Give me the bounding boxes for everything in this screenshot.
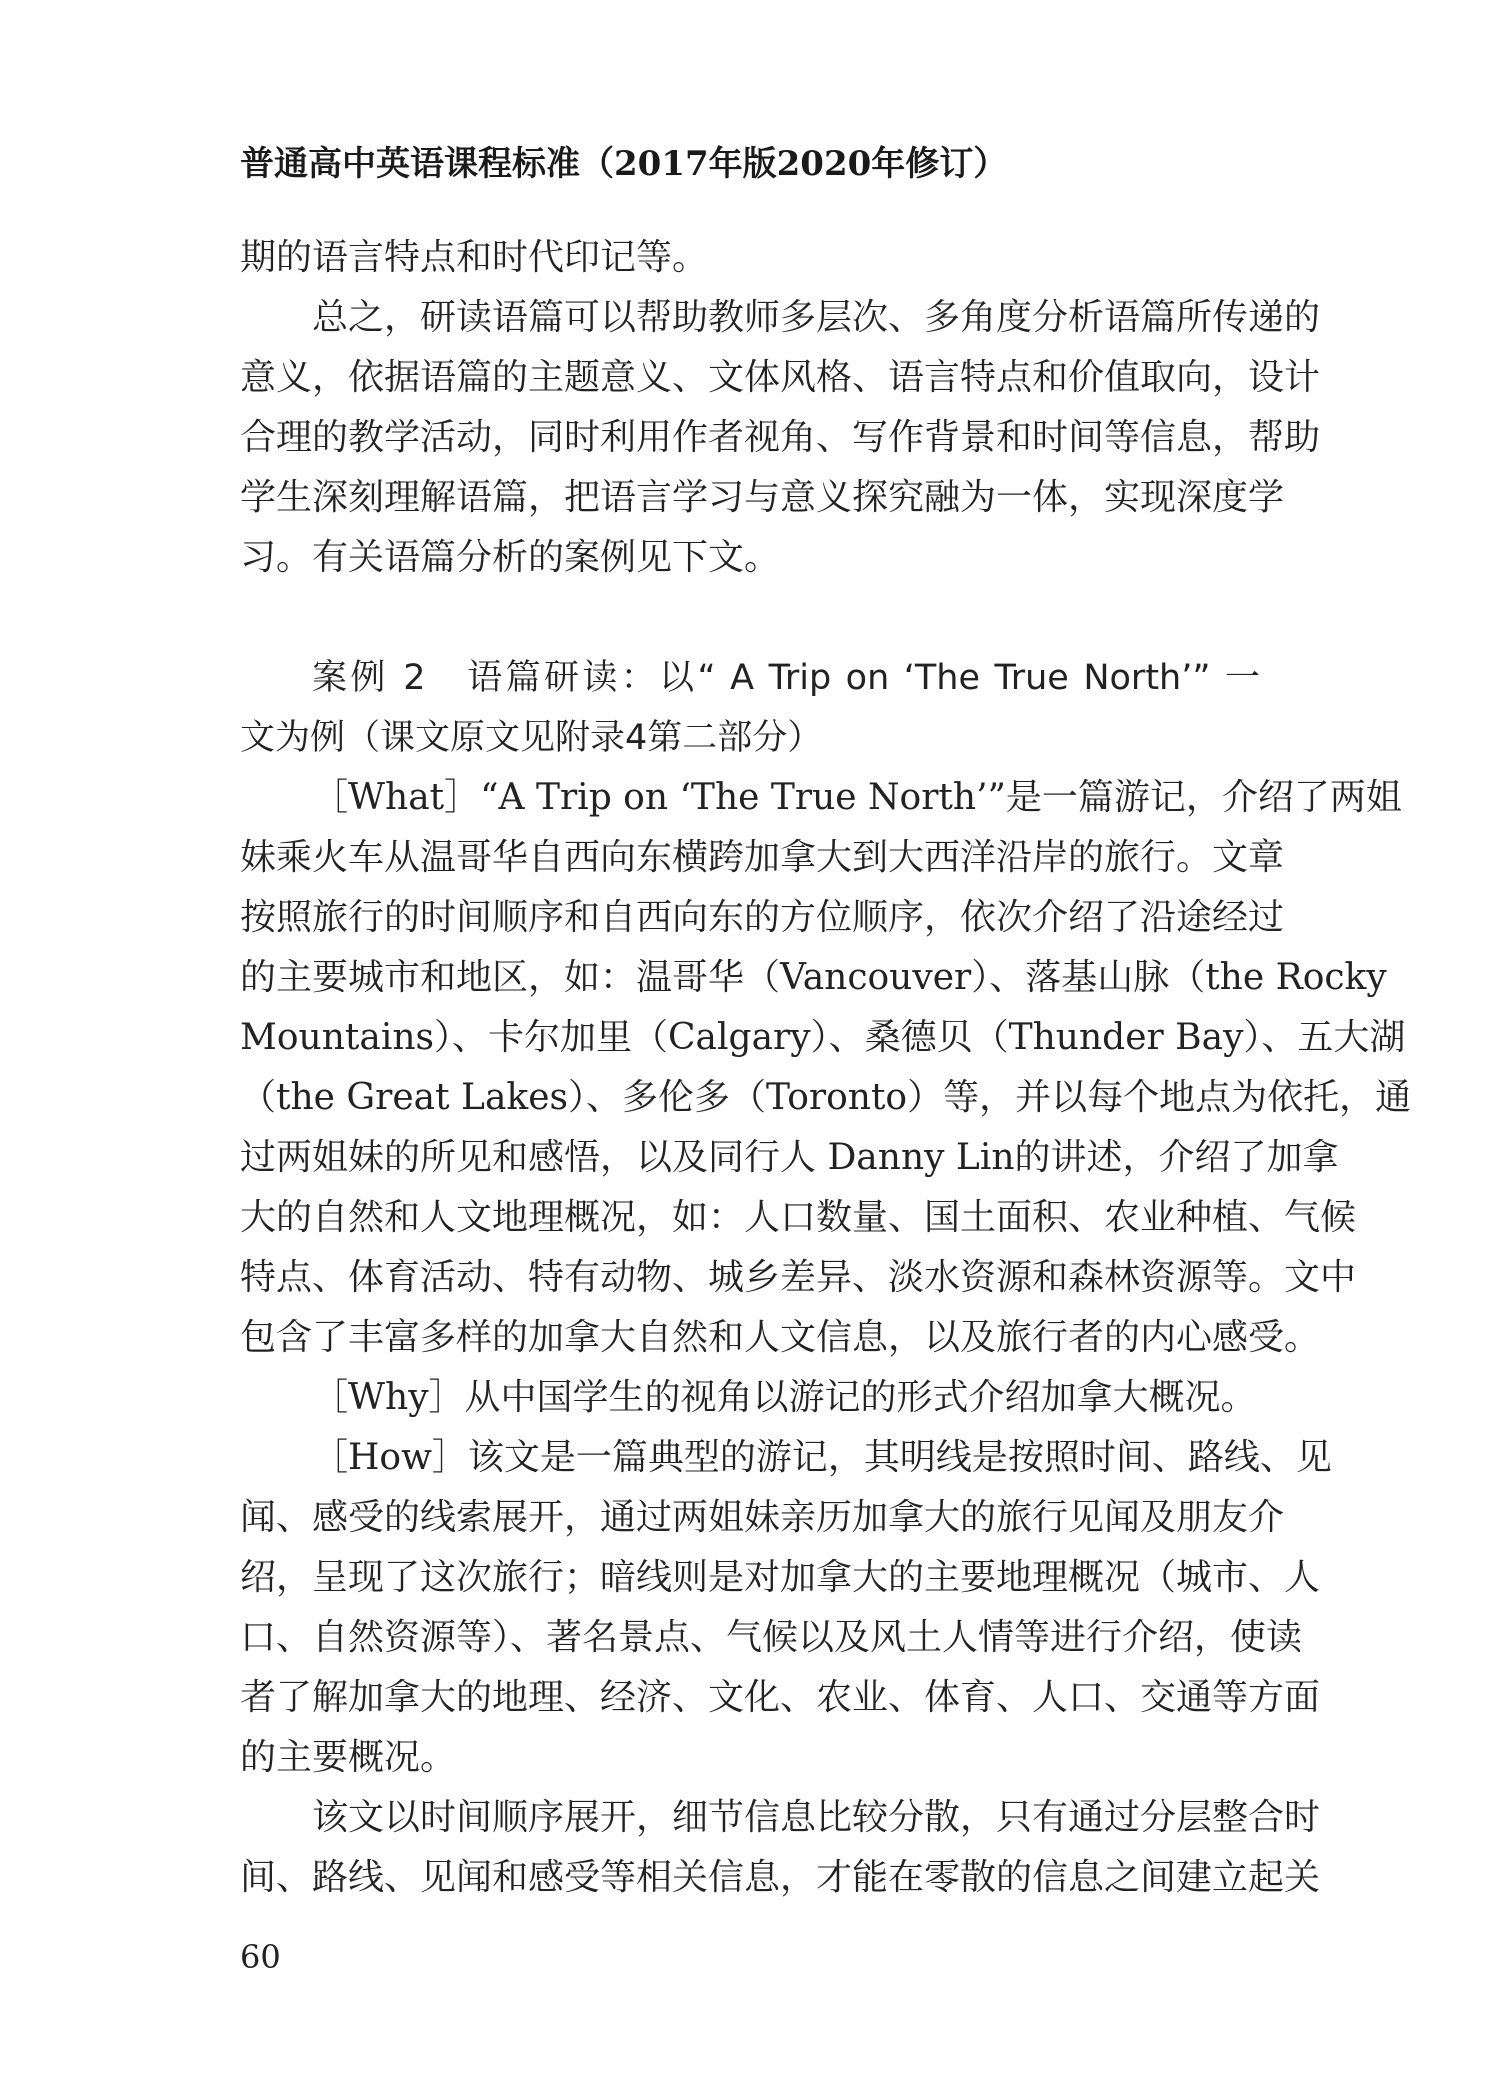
- text-line: 学生深刻理解语篇，把语言学习与意义探究融为一体，实现深度学: [240, 477, 1285, 518]
- text-line: ［What］“A Trip on ‘The True North’”是一篇游记，介绍了两姐: [312, 777, 1402, 818]
- text-line: 绍，呈现了这次旅行；暗线则是对加拿大的主要地理概况（城市、人: [240, 1557, 1321, 1598]
- closing-paragraph: [240, 1788, 1321, 1908]
- how-paragraph: [240, 1428, 1332, 1788]
- summary-paragraph: [240, 288, 1321, 588]
- text-line: 总之，研读语篇可以帮助教师多层次、多角度分析语篇所传递的: [312, 297, 1321, 338]
- running-header: 普通高中英语课程标准（2017年版2020年修订）: [240, 144, 1008, 184]
- what-paragraph: [240, 768, 1412, 1368]
- text-line: 习。有关语篇分析的案例见下文。: [240, 537, 781, 578]
- text-line: 合理的教学活动，同时利用作者视角、写作背景和时间等信息，帮助: [240, 417, 1321, 458]
- text-line: 按照旅行的时间顺序和自西向东的方位顺序，依次介绍了沿途经过: [240, 897, 1285, 938]
- text-line: ［Why］从中国学生的视角以游记的形式介绍加拿大概况。: [312, 1377, 1257, 1418]
- text-line: 者了解加拿大的地理、经济、文化、农业、体育、人口、交通等方面: [240, 1677, 1321, 1718]
- text-line: 闻、感受的线索展开，通过两姐妹亲历加拿大的旅行见闻及朋友介: [240, 1497, 1285, 1538]
- text-line: 妹乘火车从温哥华自西向东横跨加拿大到大西洋沿岸的旅行。文章: [240, 837, 1285, 878]
- section-gap: [240, 588, 1260, 648]
- text-line: 的主要城市和地区，如：温哥华（Vancouver）、落基山脉（the Rocky: [240, 957, 1387, 998]
- text-line: 间、路线、见闻和感受等相关信息，才能在零散的信息之间建立起关: [240, 1857, 1321, 1898]
- text-line: Mountains）、卡尔加里（Calgary）、桑德贝（Thunder Bay）、五大湖: [240, 1017, 1406, 1058]
- text-line: 包含了丰富多样的加拿大自然和人文信息，以及旅行者的内心感受。: [240, 1317, 1321, 1358]
- text-line: 过两姐妹的所见和感悟，以及同行人 Danny Lin的讲述，介绍了加拿: [240, 1137, 1339, 1178]
- page-number: 60: [240, 1938, 281, 1976]
- case-heading-line: 案例 2 语篇研读：以“ A Trip on ‘The True North’” 一: [312, 658, 1260, 698]
- case-heading: [240, 648, 1260, 768]
- text-line: 大的自然和人文地理概况，如：人口数量、国土面积、农业种植、气候: [240, 1197, 1357, 1238]
- page-body: [240, 228, 1412, 1908]
- text-line: 特点、体育活动、特有动物、城乡差异、淡水资源和森林资源等。文中: [240, 1257, 1357, 1298]
- case-heading-line: 文为例（课文原文见附录4第二部分）: [240, 718, 823, 758]
- why-paragraph: [240, 1368, 1260, 1428]
- text-line: 口、自然资源等）、著名景点、气候以及风土人情等进行介绍，使读: [240, 1617, 1303, 1658]
- text-line: 该文以时间顺序展开，细节信息比较分散，只有通过分层整合时: [312, 1797, 1321, 1838]
- text-line: （the Great Lakes）、多伦多（Toronto）等，并以每个地点为依托，通: [240, 1077, 1412, 1118]
- text-line: 的主要概况。: [240, 1737, 457, 1778]
- continuation-paragraph: [240, 228, 1260, 288]
- text-line: 意义，依据语篇的主题意义、文体风格、语言特点和价值取向，设计: [240, 357, 1321, 398]
- text-line: ［How］该文是一篇典型的游记，其明线是按照时间、路线、见: [312, 1437, 1332, 1478]
- text-line: 期的语言特点和时代印记等。: [240, 237, 709, 278]
